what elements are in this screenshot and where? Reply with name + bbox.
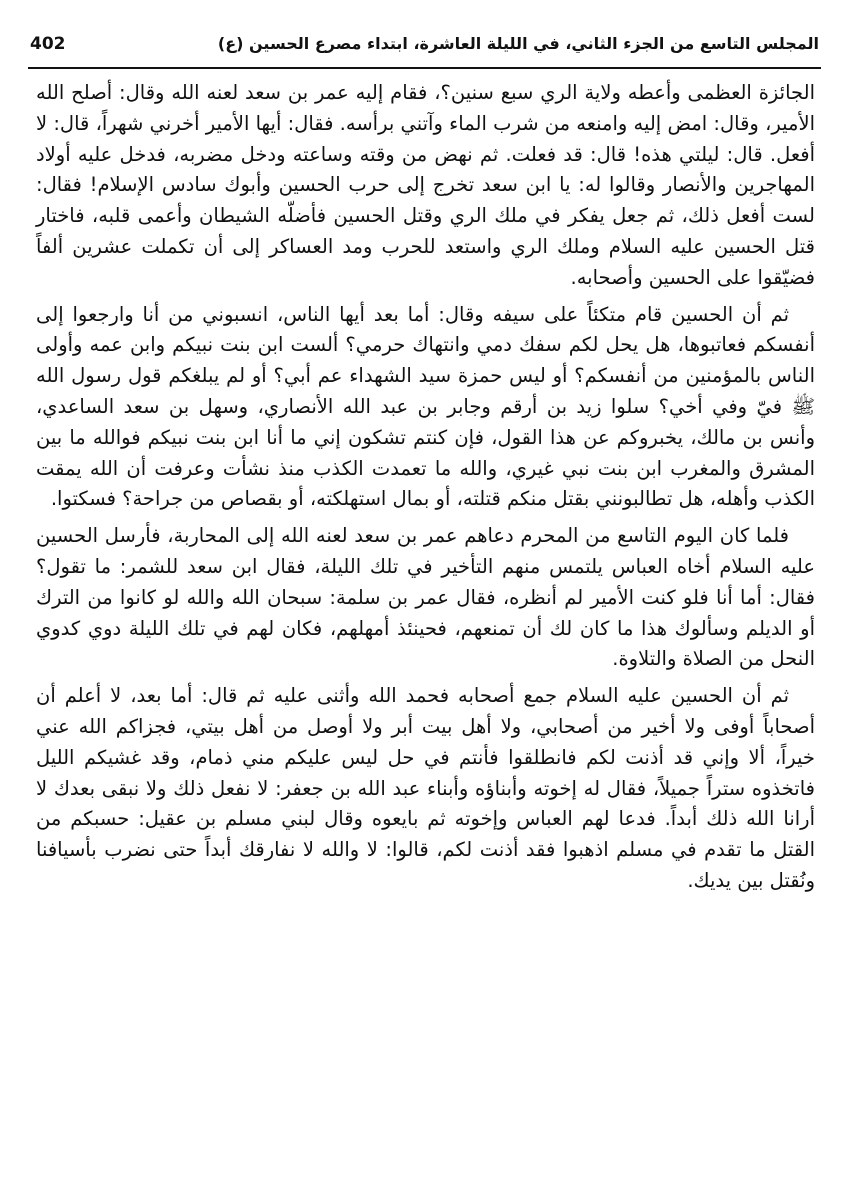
paragraph-1: الجائزة العظمى وأعطه ولاية الري سبع سنين؟، فقام إليه عمر بن سعد لعنه الله وقال: أصلح الله الأمير، وقال: امض إليه وامنعه من شرب الماء وآتني برأسه. فقال: أيها الأمير أخرني شهراً، قال: لا أفعل. قال: ليلتي هذه! قال: قد فعلت. ثم نهض من وقته وساعته ودخل مضربه، فدخل عليه أولاد المهاجرين والأنصار وقالوا له: يا ابن سعد تخرج إلى حرب الحسين وأبوك سادس الإسلام! فقال: لست أفعل ذلك، ثم جعل يفكر في ملك الري وقتل الحسين فأضلّه الشيطان وأعمى قلبه، فاختار قتل الحسين عليه السلام وملك الري واستعد للحرب ومد العساكر إلى أن تكملت عشرين ألفاً فضيّقوا على الحسين وأصحابه. — [36, 81, 815, 289]
paragraph-2: ثم أن الحسين قام متكئاً على سيفه وقال: أما بعد أيها الناس، انسبوني من أنا وارجعوا إلى أنفسكم فعاتبوها، هل يحل لكم سفك دمي وانتهاك حرمي؟ ألست ابن بنت نبيكم وابن عمه وأولى الناس بالمؤمنين من أنفسكم؟ أو ليس حمزة سيد الشهداء عم أبي؟ أو لم يبلغكم قول رسول الله ﷺ فيّ وفي أخي؟ سلوا زيد بن أرقم وجابر بن عبد الله الأنصاري، وسهل بن سعد الساعدي، وأنس بن مالك، يخبروكم عن هذا القول، فإن كنتم تشكون إني ما أنا ابن بنت نبيكم فوالله ما بين المشرق والمغرب ابن بنت نبي غيري، والله ما تعمدت الكذب منذ نشأت وعرفت أن الله يمقت الكذب وأهله، هل تطالبونني بقتل منكم قتلته، أو بمال استهلكته، أو بقصاص من جراحة؟ فسكتوا. — [36, 302, 815, 511]
page-number: 402 — [30, 34, 66, 54]
header-divider — [28, 67, 821, 69]
paragraph-4: ثم أن الحسين عليه السلام جمع أصحابه فحمد الله وأثنى عليه ثم قال: أما بعد، لا أعلم أن أصحاباً أوفى ولا أخير من أصحابي، ولا أهل بيت أبر ولا أوصل من أهل بيتي، فجزاكم الله عني خيراً، ألا وإني قد أذنت لكم فانطلقوا فأنتم في حل ليس عليكم مني ذمام، وقد غشيكم الليل فاتخذوه ستراً جميلاً، فقال له إخوته وأبناؤه وأبناء عبد الله بن جعفر: لا نفعل ذلك ولا نبقى بعدك لا أرانا الله ذلك أبداً. فدعا لهم العباس وإخوته ثم بايعوه وقال لبني مسلم بن عقيل: حسبكم من القتل ما تقدم في مسلم اذهبوا فقد أذنت لكم، قالوا: لا والله لا نفارقك أبداً حتى نضرب بأسيافنا ونُقتل بين يديك. — [36, 684, 815, 892]
chapter-title: المجلس التاسع من الجزء الثاني، في الليلة العاشرة، ابتداء مصرع الحسين (ع) — [217, 34, 819, 53]
running-header — [30, 26, 819, 62]
paragraph-3: فلما كان اليوم التاسع من المحرم دعاهم عمر بن سعد لعنه الله إلى المحاربة، فأرسل الحسين عليه السلام أخاه العباس يلتمس منهم التأخير في تلك الليلة، فقال ابن سعد للشمر: ما تقول؟ فقال: أما أنا فلو كنت الأمير لم أنظره، فقال عمر بن سلمة: سبحان الله والله لو كانوا من الترك أو الديلم وسألوك هذا ما كان لك أن تمنعهم، فحينئذ أمهلهم، فكان لهم في تلك الليلة دوي كدوي النحل من الصلاة والتلاوة. — [36, 524, 815, 671]
body-text — [36, 78, 815, 903]
